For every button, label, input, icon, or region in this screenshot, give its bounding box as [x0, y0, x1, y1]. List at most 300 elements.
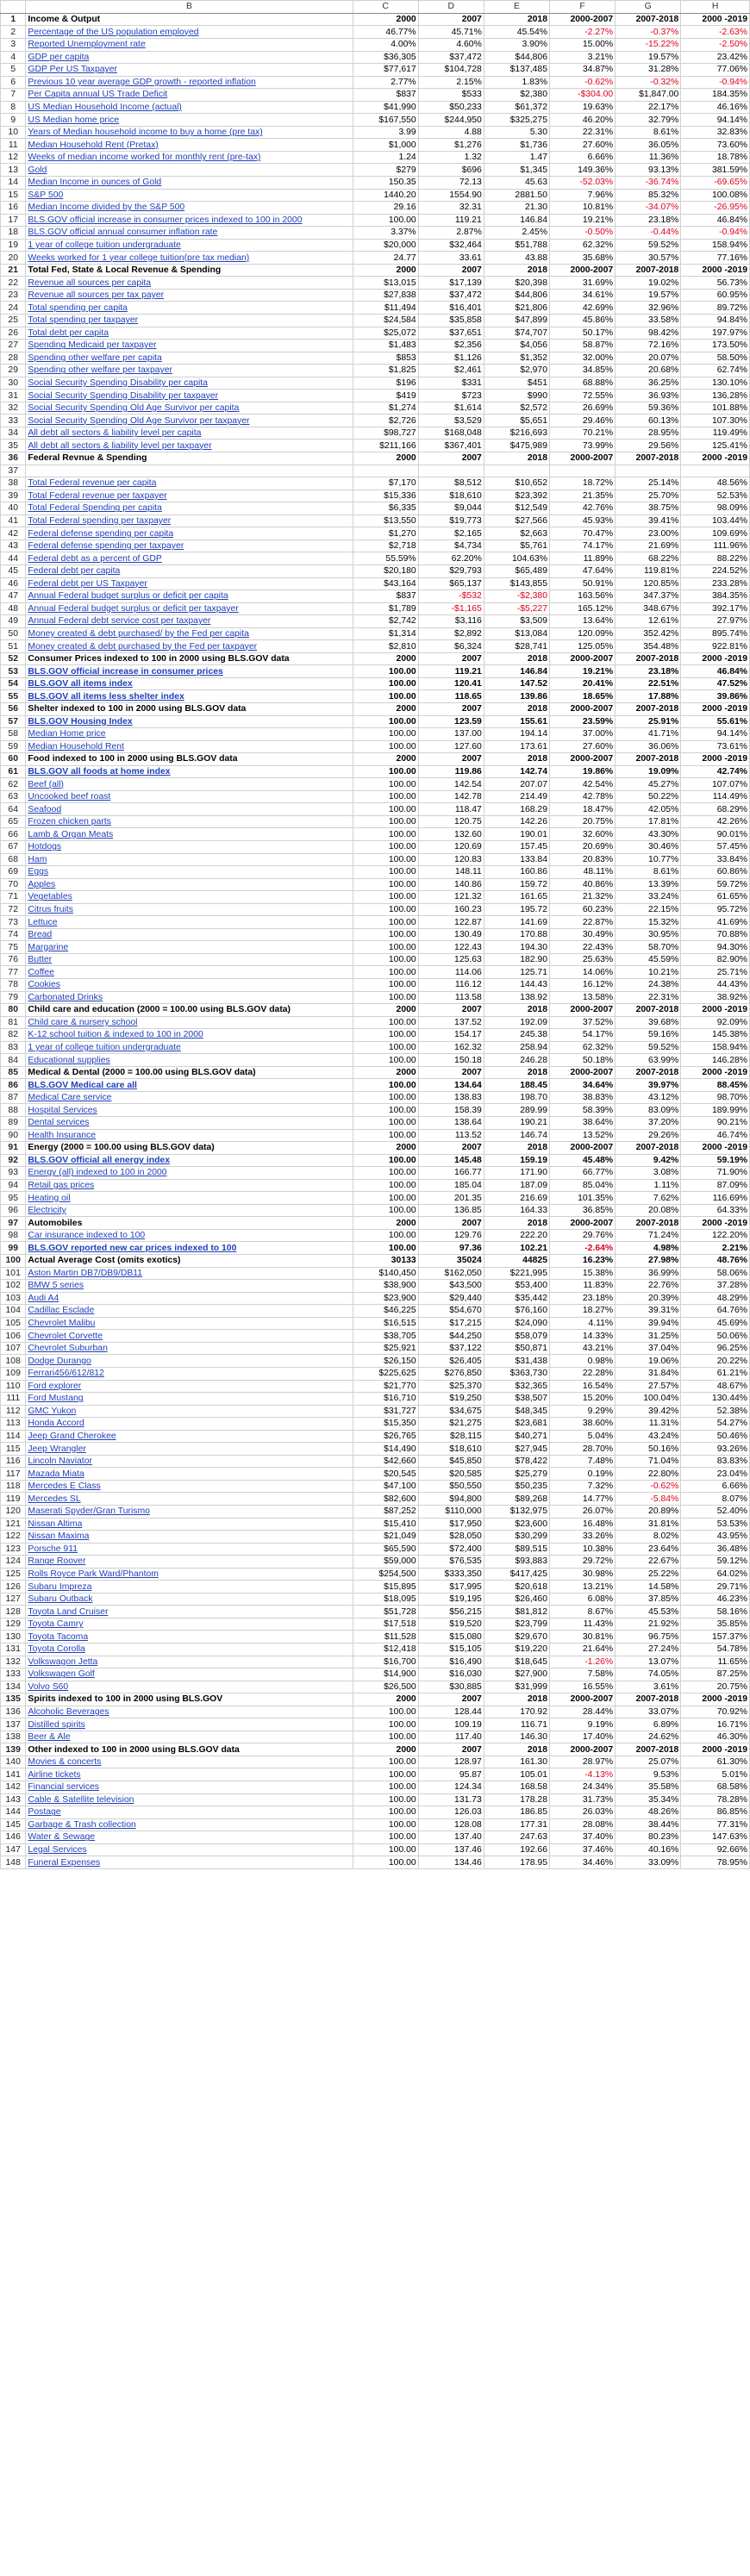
label-cell[interactable]: Total Federal revenue per taxpayer — [26, 490, 353, 502]
label-cell[interactable]: Lettuce — [26, 916, 353, 929]
value-cell[interactable]: 2000-2007 — [549, 1004, 615, 1017]
value-cell[interactable]: 37.46% — [549, 1843, 615, 1856]
value-cell[interactable]: $837 — [353, 590, 418, 603]
value-cell[interactable]: $1,352 — [484, 352, 549, 365]
value-cell[interactable]: 17.88% — [616, 690, 681, 703]
value-cell[interactable]: 147.52 — [484, 677, 549, 690]
value-cell[interactable]: 4.60% — [418, 38, 484, 51]
value-cell[interactable]: 155.61 — [484, 715, 549, 728]
section-title-cell[interactable]: Shelter indexed to 100 in 2000 using BLS.GOV data — [26, 702, 353, 715]
value-cell[interactable]: $23,681 — [484, 1418, 549, 1431]
value-cell[interactable]: -0.94% — [681, 227, 750, 240]
label-cell[interactable]: K-12 school tuition & indexed to 100 in 2000 — [26, 1029, 353, 1042]
value-cell[interactable]: 23.18% — [549, 1292, 615, 1305]
value-cell[interactable]: $723 — [418, 390, 484, 402]
value-cell[interactable]: 100.00 — [353, 1718, 418, 1731]
value-cell[interactable]: 94.14% — [681, 114, 750, 127]
value-cell[interactable]: 120.75 — [418, 815, 484, 828]
value-cell[interactable]: $7,170 — [353, 477, 418, 490]
value-cell[interactable]: $59,000 — [353, 1556, 418, 1569]
value-cell[interactable]: 245.38 — [484, 1029, 549, 1042]
label-cell[interactable]: Total Federal Spending per capita — [26, 502, 353, 515]
label-cell[interactable]: Bread — [26, 928, 353, 941]
value-cell[interactable]: 2000-2007 — [549, 13, 615, 26]
value-cell[interactable]: 102.21 — [484, 1242, 549, 1255]
label-cell[interactable]: Volkswagen Golf — [26, 1668, 353, 1681]
value-cell[interactable]: 14.06% — [549, 966, 615, 979]
value-cell[interactable]: 2018 — [484, 1004, 549, 1017]
value-cell[interactable]: 83.09% — [616, 1104, 681, 1117]
value-cell[interactable]: 100.00 — [353, 1154, 418, 1167]
value-cell[interactable]: 2007-2018 — [616, 753, 681, 766]
value-cell[interactable]: 2000 — [353, 1142, 418, 1155]
value-cell[interactable]: 9.53% — [616, 1768, 681, 1781]
value-cell[interactable]: 216.69 — [484, 1192, 549, 1205]
value-cell[interactable]: 2000 — [353, 753, 418, 766]
value-cell[interactable]: 100.00 — [353, 866, 418, 879]
value-cell[interactable]: 2018 — [484, 702, 549, 715]
value-cell[interactable]: $77,617 — [353, 64, 418, 77]
value-cell[interactable]: $168,048 — [418, 427, 484, 440]
label-cell[interactable]: Chevrolet Corvette — [26, 1330, 353, 1343]
value-cell[interactable]: 111.96% — [681, 540, 750, 552]
value-cell[interactable]: $2,461 — [418, 365, 484, 377]
label-cell[interactable]: Mazada Miata — [26, 1468, 353, 1481]
value-cell[interactable]: 354.48% — [616, 640, 681, 653]
value-cell[interactable]: 70.21% — [549, 427, 615, 440]
value-cell[interactable]: 119.86 — [418, 765, 484, 778]
label-cell[interactable]: US Median home price — [26, 114, 353, 127]
label-cell[interactable]: Coffee — [26, 966, 353, 979]
value-cell[interactable]: 27.60% — [549, 740, 615, 753]
value-cell[interactable]: $89,515 — [484, 1543, 549, 1556]
label-cell[interactable]: Ford Mustang — [26, 1393, 353, 1406]
value-cell[interactable]: 62.74% — [681, 365, 750, 377]
value-cell[interactable]: $221,995 — [484, 1267, 549, 1280]
value-cell[interactable]: 13.07% — [616, 1656, 681, 1668]
label-cell[interactable]: Annual Federal budget surplus or deficit per capita — [26, 590, 353, 603]
label-cell[interactable]: Weeks worked for 1 year college tuition(pre tax median) — [26, 252, 353, 265]
value-cell[interactable]: 187.09 — [484, 1179, 549, 1192]
value-cell[interactable]: 64.33% — [681, 1204, 750, 1217]
value-cell[interactable]: 189.99% — [681, 1104, 750, 1117]
value-cell[interactable]: 6.89% — [616, 1718, 681, 1731]
value-cell[interactable]: $31,999 — [484, 1681, 549, 1693]
value-cell[interactable]: 2000 — [353, 13, 418, 26]
value-cell[interactable]: 58.39% — [549, 1104, 615, 1117]
value-cell[interactable]: 16.23% — [549, 1255, 615, 1268]
value-cell[interactable]: 177.31 — [484, 1818, 549, 1831]
value-cell[interactable]: 2018 — [484, 1142, 549, 1155]
value-cell[interactable]: $19,520 — [418, 1618, 484, 1631]
value-cell[interactable]: 8.67% — [549, 1606, 615, 1619]
value-cell[interactable]: 45.53% — [616, 1606, 681, 1619]
value-cell[interactable]: $35,442 — [484, 1292, 549, 1305]
value-cell[interactable]: $27,900 — [484, 1668, 549, 1681]
value-cell[interactable]: 29.26% — [616, 1129, 681, 1142]
value-cell[interactable]: 1.11% — [616, 1179, 681, 1192]
value-cell[interactable]: 100.00 — [353, 1079, 418, 1092]
label-cell[interactable]: Subaru Impreza — [26, 1581, 353, 1594]
value-cell[interactable]: 57.45% — [681, 840, 750, 853]
value-cell[interactable]: 22.51% — [616, 677, 681, 690]
value-cell[interactable]: -$532 — [418, 590, 484, 603]
value-cell[interactable]: $28,115 — [418, 1430, 484, 1443]
value-cell[interactable]: 124.34 — [418, 1781, 484, 1794]
value-cell[interactable]: 2007 — [418, 1142, 484, 1155]
value-cell[interactable]: -69.65% — [681, 177, 750, 190]
value-cell[interactable]: 13.21% — [549, 1581, 615, 1594]
value-cell[interactable]: 35.85% — [681, 1618, 750, 1631]
value-cell[interactable]: 29.16 — [353, 202, 418, 215]
value-cell[interactable]: $44,806 — [484, 51, 549, 64]
value-cell[interactable]: 100.00 — [353, 1041, 418, 1054]
value-cell[interactable]: 130.49 — [418, 928, 484, 941]
value-cell[interactable]: -2.63% — [681, 26, 750, 39]
value-cell[interactable]: 2000 -2019 — [681, 1066, 750, 1079]
value-cell[interactable]: 158.94% — [681, 1041, 750, 1054]
value-cell[interactable]: 32.00% — [549, 352, 615, 365]
value-cell[interactable]: 157.37% — [681, 1631, 750, 1644]
value-cell[interactable]: $20,585 — [418, 1468, 484, 1481]
value-cell[interactable]: 161.65 — [484, 891, 549, 904]
value-cell[interactable]: 27.60% — [549, 139, 615, 152]
value-cell[interactable]: 10.38% — [549, 1543, 615, 1556]
value-cell[interactable]: 20.07% — [616, 352, 681, 365]
value-cell[interactable]: 2007 — [418, 1693, 484, 1706]
value-cell[interactable]: 100.00 — [353, 1167, 418, 1180]
value-cell[interactable]: 50.46% — [681, 1430, 750, 1443]
label-cell[interactable]: Jeep Wrangler — [26, 1443, 353, 1456]
value-cell[interactable] — [353, 465, 418, 477]
value-cell[interactable]: 2000-2007 — [549, 652, 615, 665]
value-cell[interactable]: $18,645 — [484, 1656, 549, 1668]
value-cell[interactable]: 128.08 — [418, 1818, 484, 1831]
value-cell[interactable]: 113.58 — [418, 991, 484, 1004]
value-cell[interactable]: 19.02% — [616, 277, 681, 290]
label-cell[interactable]: Eggs — [26, 866, 353, 879]
value-cell[interactable]: -26.95% — [681, 202, 750, 215]
value-cell[interactable]: 36.99% — [616, 1267, 681, 1280]
value-cell[interactable]: 140.86 — [418, 878, 484, 891]
value-cell[interactable]: 26.69% — [549, 402, 615, 415]
value-cell[interactable]: 22.87% — [549, 916, 615, 929]
value-cell[interactable]: $27,566 — [484, 515, 549, 527]
label-cell[interactable]: Chevrolet Malibu — [26, 1317, 353, 1330]
value-cell[interactable]: 36.85% — [549, 1204, 615, 1217]
section-title-cell[interactable]: Automobiles — [26, 1217, 353, 1230]
value-cell[interactable]: 100.00 — [353, 665, 418, 678]
value-cell[interactable]: $244,950 — [418, 114, 484, 127]
value-cell[interactable] — [616, 465, 681, 477]
value-cell[interactable]: $28,050 — [418, 1531, 484, 1544]
value-cell[interactable]: 25.14% — [616, 477, 681, 490]
value-cell[interactable]: $15,105 — [418, 1643, 484, 1656]
value-cell[interactable]: $132,975 — [484, 1505, 549, 1518]
value-cell[interactable]: $13,015 — [353, 277, 418, 290]
value-cell[interactable]: 142.54 — [418, 778, 484, 791]
value-cell[interactable]: -$304.00 — [549, 89, 615, 102]
value-cell[interactable]: 2007 — [418, 13, 484, 26]
value-cell[interactable]: 4.88 — [418, 126, 484, 139]
value-cell[interactable]: 70.92% — [681, 1706, 750, 1718]
value-cell[interactable]: 2007-2018 — [616, 652, 681, 665]
label-cell[interactable]: Cookies — [26, 979, 353, 992]
label-cell[interactable]: Mercedes E Class — [26, 1480, 353, 1493]
value-cell[interactable]: 35.34% — [616, 1793, 681, 1806]
value-cell[interactable]: 100.00 — [353, 1192, 418, 1205]
value-cell[interactable]: 100.00 — [353, 991, 418, 1004]
value-cell[interactable]: 62.20% — [418, 552, 484, 565]
value-cell[interactable]: $225,625 — [353, 1367, 418, 1380]
value-cell[interactable]: 15.20% — [549, 1393, 615, 1406]
value-cell[interactable]: 100.00 — [353, 1856, 418, 1869]
value-cell[interactable]: 20.75% — [681, 1681, 750, 1693]
value-cell[interactable]: 39.31% — [616, 1305, 681, 1318]
label-cell[interactable]: BLS.GOV official annual consumer inflation rate — [26, 227, 353, 240]
value-cell[interactable]: 207.07 — [484, 778, 549, 791]
value-cell[interactable]: $2,810 — [353, 640, 418, 653]
value-cell[interactable]: 100.00 — [353, 1091, 418, 1104]
label-cell[interactable]: Ferrari456/612/812 — [26, 1367, 353, 1380]
label-cell[interactable]: Total Federal spending per taxpayer — [26, 515, 353, 527]
value-cell[interactable]: 38.64% — [549, 1117, 615, 1130]
value-cell[interactable]: 50.18% — [549, 1054, 615, 1067]
value-cell[interactable]: 19.09% — [616, 765, 681, 778]
label-cell[interactable]: Dodge Durango — [26, 1355, 353, 1368]
value-cell[interactable]: 17.40% — [549, 1731, 615, 1743]
label-cell[interactable]: Educational supplies — [26, 1054, 353, 1067]
label-cell[interactable]: Energy (all) indexed to 100 in 2000 — [26, 1167, 353, 1180]
value-cell[interactable]: 77.16% — [681, 252, 750, 265]
label-cell[interactable]: Car insurance indexed to 100 — [26, 1229, 353, 1242]
value-cell[interactable]: 2007-2018 — [616, 1743, 681, 1756]
value-cell[interactable]: 2000 — [353, 264, 418, 277]
value-cell[interactable]: 97.36 — [418, 1242, 484, 1255]
label-cell[interactable]: Spending other welfare per capita — [26, 352, 353, 365]
value-cell[interactable]: $32,464 — [418, 239, 484, 252]
value-cell[interactable]: 22.31% — [549, 126, 615, 139]
value-cell[interactable]: 2000 -2019 — [681, 452, 750, 465]
value-cell[interactable]: 19.57% — [616, 51, 681, 64]
value-cell[interactable]: 46.77% — [353, 26, 418, 39]
value-cell[interactable]: 14.77% — [549, 1493, 615, 1506]
value-cell[interactable]: 2000-2007 — [549, 702, 615, 715]
value-cell[interactable]: 2000 — [353, 1217, 418, 1230]
value-cell[interactable]: 2.87% — [418, 227, 484, 240]
value-cell[interactable]: 94.30% — [681, 941, 750, 954]
value-cell[interactable]: 2000 — [353, 1743, 418, 1756]
value-cell[interactable]: 55.59% — [353, 552, 418, 565]
value-cell[interactable]: 192.66 — [484, 1843, 549, 1856]
value-cell[interactable]: $25,370 — [418, 1380, 484, 1393]
value-cell[interactable]: 11.83% — [549, 1280, 615, 1293]
value-cell[interactable]: 3.21% — [549, 51, 615, 64]
value-cell[interactable]: 116.71 — [484, 1718, 549, 1731]
value-cell[interactable]: 94.84% — [681, 315, 750, 327]
value-cell[interactable]: 98.42% — [616, 327, 681, 340]
value-cell[interactable]: 6.08% — [549, 1593, 615, 1606]
value-cell[interactable]: 50.17% — [549, 327, 615, 340]
value-cell[interactable]: 128.44 — [418, 1706, 484, 1718]
value-cell[interactable]: $417,425 — [484, 1568, 549, 1581]
value-cell[interactable]: $1,276 — [418, 139, 484, 152]
value-cell[interactable]: 25.91% — [616, 715, 681, 728]
value-cell[interactable]: 42.74% — [681, 765, 750, 778]
value-cell[interactable]: 125.63 — [418, 953, 484, 966]
value-cell[interactable]: 100.00 — [353, 1016, 418, 1029]
value-cell[interactable]: 73.61% — [681, 740, 750, 753]
value-cell[interactable]: $12,418 — [353, 1643, 418, 1656]
value-cell[interactable]: 2007 — [418, 702, 484, 715]
value-cell[interactable]: 2007 — [418, 753, 484, 766]
value-cell[interactable]: 1.32 — [418, 151, 484, 164]
value-cell[interactable]: 197.97% — [681, 327, 750, 340]
value-cell[interactable]: $82,600 — [353, 1493, 418, 1506]
value-cell[interactable]: 168.58 — [484, 1781, 549, 1794]
value-cell[interactable]: 43.88 — [484, 252, 549, 265]
value-cell[interactable] — [549, 465, 615, 477]
value-cell[interactable]: 104.63% — [484, 552, 549, 565]
value-cell[interactable]: 100.00 — [353, 878, 418, 891]
value-cell[interactable]: 2007 — [418, 452, 484, 465]
label-cell[interactable]: Garbage & Trash collection — [26, 1818, 353, 1831]
value-cell[interactable]: 23.04% — [681, 1468, 750, 1481]
label-cell[interactable]: Reported Unemployment rate — [26, 38, 353, 51]
value-cell[interactable]: 21.32% — [549, 891, 615, 904]
value-cell[interactable]: 100.00 — [353, 677, 418, 690]
value-cell[interactable]: $11,494 — [353, 302, 418, 315]
value-cell[interactable]: 33.24% — [616, 891, 681, 904]
value-cell[interactable]: $367,401 — [418, 440, 484, 452]
value-cell[interactable]: 48.76% — [681, 1255, 750, 1268]
value-cell[interactable]: 146.84 — [484, 214, 549, 227]
value-cell[interactable]: 60.13% — [616, 415, 681, 427]
label-cell[interactable]: Frozen chicken parts — [26, 815, 353, 828]
value-cell[interactable]: $37,472 — [418, 289, 484, 302]
label-cell[interactable]: Health Insurance — [26, 1129, 353, 1142]
value-cell[interactable]: 100.00 — [353, 1117, 418, 1130]
value-cell[interactable]: 2000 -2019 — [681, 753, 750, 766]
value-cell[interactable]: 146.30 — [484, 1731, 549, 1743]
label-cell[interactable]: Social Security Spending Old Age Survivor per taxpayer — [26, 415, 353, 427]
value-cell[interactable]: 20.39% — [616, 1292, 681, 1305]
value-cell[interactable]: $16,515 — [353, 1317, 418, 1330]
value-cell[interactable]: 3.08% — [616, 1167, 681, 1180]
value-cell[interactable]: 98.09% — [681, 502, 750, 515]
value-cell[interactable]: 23.00% — [616, 527, 681, 540]
value-cell[interactable]: 58.16% — [681, 1606, 750, 1619]
value-cell[interactable]: $34,675 — [418, 1405, 484, 1418]
value-cell[interactable]: 171.90 — [484, 1167, 549, 1180]
label-cell[interactable]: Nissan Altima — [26, 1518, 353, 1531]
value-cell[interactable]: 116.69% — [681, 1192, 750, 1205]
value-cell[interactable]: 39.94% — [616, 1317, 681, 1330]
value-cell[interactable]: 23.42% — [681, 51, 750, 64]
value-cell[interactable]: 2007 — [418, 1004, 484, 1017]
value-cell[interactable]: 120.41 — [418, 677, 484, 690]
value-cell[interactable]: -36.74% — [616, 177, 681, 190]
value-cell[interactable]: $29,440 — [418, 1292, 484, 1305]
value-cell[interactable]: 142.26 — [484, 815, 549, 828]
section-title-cell[interactable]: Total Fed, State & Local Revenue & Spending — [26, 264, 353, 277]
value-cell[interactable]: 148.11 — [418, 866, 484, 879]
value-cell[interactable]: 22.76% — [616, 1280, 681, 1293]
label-cell[interactable]: Median Home price — [26, 728, 353, 741]
value-cell[interactable]: 6.66% — [549, 151, 615, 164]
value-cell[interactable]: $31,438 — [484, 1355, 549, 1368]
value-cell[interactable]: $16,401 — [418, 302, 484, 315]
value-cell[interactable]: 100.00 — [353, 1054, 418, 1067]
value-cell[interactable]: 100.00 — [353, 728, 418, 741]
label-cell[interactable]: Percentage of the US population employed — [26, 26, 353, 39]
value-cell[interactable]: 2018 — [484, 13, 549, 26]
value-cell[interactable]: 25.63% — [549, 953, 615, 966]
label-cell[interactable]: Social Security Spending Disability per capita — [26, 377, 353, 390]
section-title-cell[interactable]: Spirits indexed to 100 in 2000 using BLS.GOV — [26, 1693, 353, 1706]
value-cell[interactable]: 39.68% — [616, 1016, 681, 1029]
value-cell[interactable]: 2000 — [353, 1693, 418, 1706]
value-cell[interactable]: 4.98% — [616, 1242, 681, 1255]
value-cell[interactable]: 23.18% — [616, 214, 681, 227]
value-cell[interactable]: $3,509 — [484, 615, 549, 628]
value-cell[interactable]: $1,314 — [353, 627, 418, 640]
value-cell[interactable]: 35.58% — [616, 1781, 681, 1794]
value-cell[interactable]: $5,651 — [484, 415, 549, 427]
value-cell[interactable]: 98.70% — [681, 1091, 750, 1104]
value-cell[interactable]: 2018 — [484, 1217, 549, 1230]
value-cell[interactable]: $451 — [484, 377, 549, 390]
value-cell[interactable]: 20.89% — [616, 1505, 681, 1518]
value-cell[interactable]: 71.04% — [616, 1455, 681, 1468]
label-cell[interactable]: Distilled spirits — [26, 1718, 353, 1731]
value-cell[interactable]: 80.23% — [616, 1831, 681, 1844]
value-cell[interactable]: 37.85% — [616, 1593, 681, 1606]
value-cell[interactable]: 150.35 — [353, 177, 418, 190]
value-cell[interactable]: 8.02% — [616, 1531, 681, 1544]
value-cell[interactable]: 85.04% — [549, 1179, 615, 1192]
value-cell[interactable]: 22.15% — [616, 903, 681, 916]
value-cell[interactable]: 31.73% — [549, 1793, 615, 1806]
value-cell[interactable]: $1,825 — [353, 365, 418, 377]
value-cell[interactable]: 78.28% — [681, 1793, 750, 1806]
value-cell[interactable]: 8.07% — [681, 1493, 750, 1506]
value-cell[interactable]: 122.20% — [681, 1229, 750, 1242]
value-cell[interactable]: 78.95% — [681, 1856, 750, 1869]
value-cell[interactable]: 109.19 — [418, 1718, 484, 1731]
value-cell[interactable]: 381.59% — [681, 164, 750, 177]
value-cell[interactable]: 173.50% — [681, 340, 750, 352]
value-cell[interactable]: 100.00 — [353, 715, 418, 728]
value-cell[interactable]: 100.00 — [353, 966, 418, 979]
value-cell[interactable]: 116.12 — [418, 979, 484, 992]
value-cell[interactable]: $32,365 — [484, 1380, 549, 1393]
value-cell[interactable]: 190.21 — [484, 1117, 549, 1130]
value-cell[interactable]: $25,921 — [353, 1342, 418, 1355]
value-cell[interactable]: 2000-2007 — [549, 1142, 615, 1155]
label-cell[interactable]: GDP Per US Taxpayer — [26, 64, 353, 77]
value-cell[interactable]: -0.32% — [616, 76, 681, 89]
label-cell[interactable]: Federal debt as a percent of GDP — [26, 552, 353, 565]
value-cell[interactable]: 92.09% — [681, 1016, 750, 1029]
value-cell[interactable]: -5.84% — [616, 1493, 681, 1506]
value-cell[interactable]: 2000 — [353, 1066, 418, 1079]
label-cell[interactable]: Annual Federal debt service cost per taxpayer — [26, 615, 353, 628]
value-cell[interactable]: 160.23 — [418, 903, 484, 916]
value-cell[interactable] — [418, 465, 484, 477]
label-cell[interactable]: Volkswagon Jetta — [26, 1656, 353, 1668]
value-cell[interactable]: 100.00 — [353, 1806, 418, 1819]
